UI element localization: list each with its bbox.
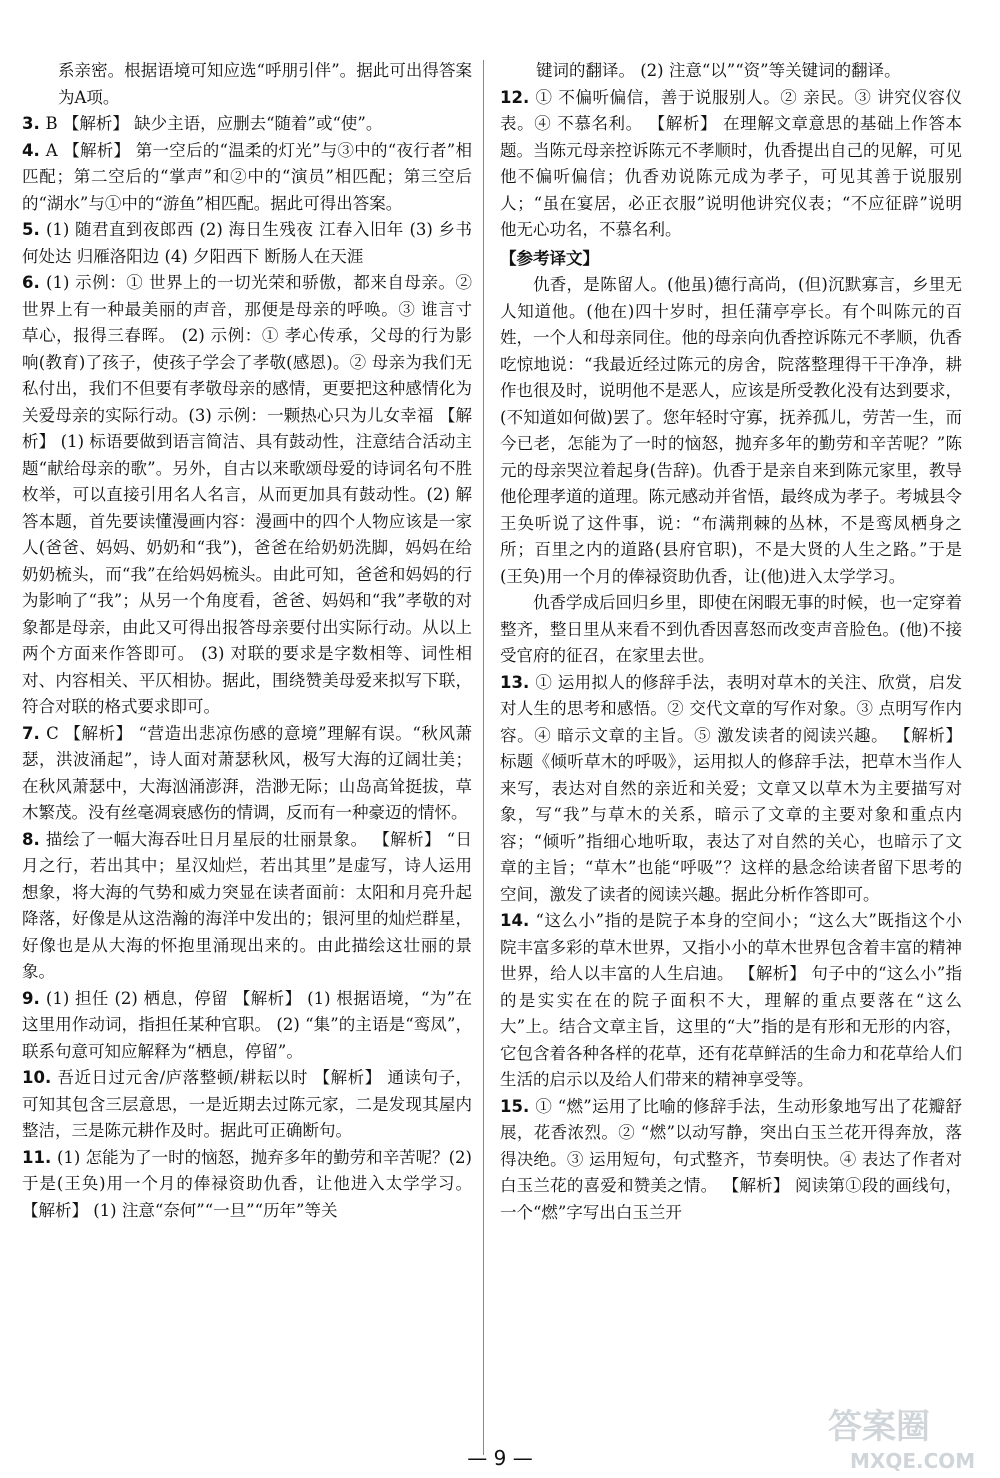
continued-text: 键词的翻译。 (2) 注意“以”“资”等关键词的翻译。: [536, 61, 901, 80]
question-number: 4.: [22, 140, 46, 160]
answer-text: (1) 随君直到夜郎西 (2) 海日生残夜 江春入旧年 (3) 乡书何处达 归雁洛阳边 (4) 夕阳西下 断肠人在天涯: [22, 220, 472, 266]
answer-item: [22, 721, 472, 827]
answer-item: [22, 1065, 472, 1145]
question-number: 10.: [22, 1068, 58, 1087]
question-number: 3.: [22, 114, 46, 133]
answer-item: [22, 1145, 472, 1225]
question-number: 12.: [500, 87, 536, 107]
right-column: [500, 58, 962, 1226]
question-number: 15.: [500, 1096, 536, 1116]
answer-item: [22, 138, 472, 218]
answer-item: [22, 111, 472, 138]
question-number: 11.: [22, 1147, 57, 1167]
answer-text: (1) 怎能为了一时的恼怒，抛弃多年的勤劳和辛苦呢？(2) 于是(王奂)用一个月的俸禄资助仇香，让他进入太学学习。 【解析】 (1) 注意“奈何”“一旦”“历年”等关: [22, 1147, 472, 1220]
answer-text: A 【解析】 第一空后的“温柔的灯光”与③中的“夜行者”相匹配；第二空后的“掌声”和②中的“演员”相匹配；第三空后的“湖水”与①中的“游鱼”相匹配。据此可得出答案。: [22, 140, 472, 213]
answer-item: [22, 986, 472, 1066]
answer-text: C 【解析】 “营造出悲凉伤感的意境”理解有误。“秋风萧瑟，洪波涌起”，诗人面对萧瑟秋风，极写大海的辽阔壮美；在秋风萧瑟中，大海汹涌澎湃，浩渺无际；山岛高耸挺拔，草木繁茂。没有丝毫凋衰感伤的情调，反而有一种豪迈的情怀。: [22, 723, 473, 822]
question-number: 6.: [22, 273, 47, 292]
answer-item: [500, 908, 962, 1094]
column-divider: [483, 60, 484, 1455]
answer-text: B 【解析】 缺少主语，应删去“随着”或“使”。: [45, 114, 383, 133]
answer-item: [22, 270, 472, 721]
question-number: 9.: [22, 988, 46, 1008]
question-number: 14.: [500, 911, 536, 930]
answer-item: [500, 670, 962, 909]
answer-text: (1) 担任 (2) 栖息，停留 【解析】 (1) 根据语境，“为”在这里用作动词，指担任某种官职。 (2) “集”的主语是“鸾凤”，联系句意可知应解释为“栖息，停留”。: [22, 988, 472, 1061]
watermark-logo: [820, 1396, 995, 1476]
question-number: 8.: [22, 829, 46, 849]
answer-text: ① 不偏听偏信，善于说服别人。② 亲民。③ 讲究仪容仪表。④ 不慕名利。 【解析】 在理解文章意思的基础上作答本题。当陈元母亲控诉陈元不孝顺时，仇香提出自己的见解，可见他不偏听偏信；仇香劝说陈元成为孝子，可见其善于说服别人；“虽在宴居，必正衣服”说明他讲究仪表；“不应征辟”说明他无心功名，不慕名利。: [500, 87, 962, 239]
answer-text: 描绘了一幅大海吞吐日月星辰的壮丽景象。 【解析】 “日月之行，若出其中；星汉灿烂，若出其里”是虚写，诗人运用想象，将大海的气势和威力突显在读者面前：太阳和月亮升起降落，好像是从这浩瀚的海洋中发出的；银河里的灿烂群星，好像也是从大海的怀抱里涌现出来的。由此描绘这壮丽的景象。: [22, 829, 472, 981]
section-heading: 【参考译文】: [500, 248, 599, 268]
translation-paragraph: 仇香，是陈留人。(他虽)德行高尚，(但)沉默寡言，乡里无人知道他。(他在)四十岁时，担任蒲亭亭长。有个叫陈元的百姓，一个人和母亲同住。他的母亲向仇香控诉陈元不孝顺，仇香吃惊地说：“我最近经过陈元的房舍，院落整理得干干净净，耕作也很及时，说明他不是恶人，应该是所受教化没有达到要求，(不知道如何做)罢了。您年轻时守寡，抚养孤儿，劳苦一生，而今已老，怎能为了一时的恼怒，抛弃多年的勤劳和辛苦呢？”陈元的母亲哭泣着起身(告辞)。仇香于是亲自来到陈元家里，教导他伦理孝道的道理。陈元感动并省悟，最终成为孝子。考城县令王奂听说了这件事，说：“布满荆棘的丛林，不是鸾凤栖身之所；百里之内的道路(县府官职)，不是大贤的人生之路。”于是(王奂)用一个月的俸禄资助仇香，让(他)进入太学学习。: [500, 275, 962, 586]
page-number: — 9 —: [467, 1446, 533, 1470]
answer-text: 吾近日过元舍/庐落整顿/耕耘以时 【解析】 通读句子，可知其包含三层意思，一是近期去过陈元家，二是发现其屋内整洁，三是陈元耕作及时。据此可正确断句。: [22, 1068, 472, 1140]
svg-text:答案圈: 答案圈: [828, 1407, 930, 1447]
answer-item: [22, 217, 472, 270]
answer-text: (1) 示例：① 世界上的一切光荣和骄傲，都来自母亲。② 世界上有一种最美丽的声音，那便是母亲的呼唤。③ 谁言寸草心，报得三春晖。 (2) 示例：① 孝心传承，父母的行为影响(教育)了孩子，使孩子学会了孝敬(感恩)。② 母亲为我们无私付出，我们不但要有孝敬母亲的感情，更要把这种感情化为关爱母亲的实际行动。(3) 示例：一颗热心只为儿女幸福 【解析】 (1) 标语要做到语言简洁、具有鼓动性，注意结合活动主题“献给母亲的歌”。另外，自古以来歌颂母爱的诗词名句不胜枚举，可以直接引用名人名言，从而更加具有鼓动性。(2) 解答本题，首先要读懂漫画内容：漫画中的四个人物应该是一家人(爸爸、妈妈、奶奶和“我”)，爸爸在给奶奶洗脚，妈妈在给奶奶梳头，而“我”在给妈妈梳头。由此可知，爸爸和妈妈的行为影响了“我”；从另一个角度看，爸爸、妈妈和“我”孝敬的对象都是母亲，由此又可得出报答母亲要付出实际行动。从以上两个方面来作答即可。 (3) 对联的要求是字数相等、词性相对、内容相关、平仄相协。据此，围绕赞美母爱来拟写下联，符合对联的格式要求即可。: [22, 273, 472, 716]
continued-text: 系亲密。根据语境可知应选“呼朋引伴”。据此可出得答案为A项。: [58, 61, 472, 107]
answer-text: ① “燃”运用了比喻的修辞手法，生动形象地写出了花瓣舒展，花香浓烈。② “燃”以动写静，突出白玉兰花开得奔放，落得决绝。③ 运用短句，句式整齐，节奏明快。④ 表达了作者对白玉兰花的喜爱和赞美之情。 【解析】 阅读第①段的画线句，一个“燃”字写出白玉兰开: [500, 1096, 962, 1222]
svg-text:MXQE.COM: MXQE.COM: [850, 1449, 976, 1473]
translation-paragraph: 仇香学成后回归乡里，即使在闲暇无事的时候，也一定穿着整齐，整日里从来看不到仇香因喜怒而改变声音脸色。(他)不接受官府的征召，在家里去世。: [500, 593, 962, 665]
question-number: 7.: [22, 723, 47, 743]
answer-item: [500, 1094, 962, 1227]
left-column: [22, 58, 472, 1224]
question-number: 13.: [500, 672, 536, 692]
question-number: 5.: [22, 220, 46, 239]
answer-item: [22, 827, 472, 986]
answer-item: [500, 85, 962, 244]
answer-text: ① 运用拟人的修辞手法，表明对草木的关注、欣赏，启发对人生的思考和感悟。② 交代文章的写作对象。③ 点明写作内容。④ 暗示文章的主旨。⑤ 激发读者的阅读兴趣。 【解析】 标题《倾听草木的呼吸》，运用拟人的修辞手法，把草木当作人来写，表达对自然的亲近和关爱；文章又以草木为主要描写对象，写“我”与草木的关系，暗示了文章的主要对象和重点内容；“倾听”指细心地听取，表达了对自然的关心，也暗示了文章的主旨；“草木”也能“呼吸”？这样的悬念给读者留下思考的空间，激发了读者的阅读兴趣。据此分析作答即可。: [500, 672, 962, 904]
answer-text: “这么小”指的是院子本身的空间小；“这么大”既指这个小院丰富多彩的草木世界，又指小小的草木世界包含着丰富的精神世界，给人以丰富的人生启迪。 【解析】 句子中的“这么小”指的是实实在在的院子面积不大，理解的重点要落在“这么大”上。结合文章主旨，这里的“大”指的是有形和无形的内容，它包含着各种各样的花草，还有花草鲜活的生命力和花草给人们生活的启示以及给人们带来的精神享受等。: [500, 911, 962, 1089]
